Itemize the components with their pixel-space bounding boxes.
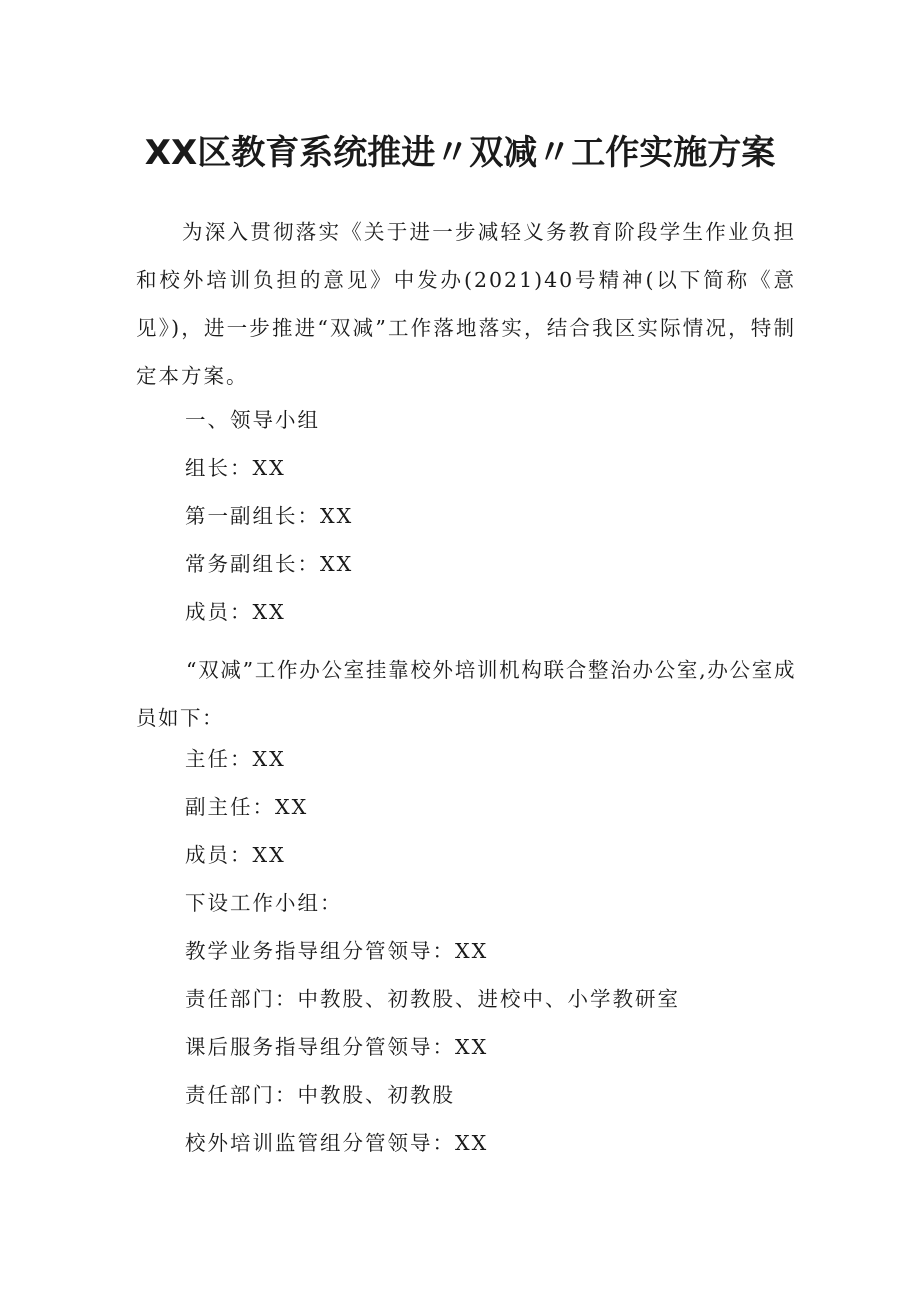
offcampus-group-leader-line: 校外培训监管组分管领导：XX — [185, 1131, 489, 1155]
teaching-group-departments-line: 责任部门：中教股、初教股、进校中、小学教研室 — [185, 987, 680, 1011]
section-heading-leadership-group: 一、领导小组 — [185, 408, 320, 432]
office-members-line: 成员：XX — [185, 843, 286, 867]
afterschool-group-leader-line: 课后服务指导组分管领导：XX — [185, 1035, 489, 1059]
document-title: XX区教育系统推进〃双减〃工作实施方案 — [144, 133, 776, 173]
office-director-line: 主任：XX — [185, 747, 286, 771]
first-deputy-leader-line: 第一副组长：XX — [185, 504, 354, 528]
afterschool-group-departments-line: 责任部门：中教股、初教股 — [185, 1083, 455, 1107]
office-paragraph: “双减”工作办公室挂靠校外培训机构联合整治办公室,办公室成员如下： — [136, 658, 796, 730]
intro-paragraph: 为深入贯彻落实《关于进一步减轻义务教育阶段学生作业负担和校外培训负担的意见》中发办(2021)40号精神(以下简称《意见》)，进一步推进“双减”工作落地落实，结合我区实际情况，特制定本方案。 — [136, 220, 796, 388]
teaching-group-leader-line: 教学业务指导组分管领导：XX — [185, 939, 489, 963]
subgroups-heading: 下设工作小组： — [185, 891, 343, 915]
executive-deputy-leader-line: 常务副组长：XX — [185, 552, 354, 576]
group-members-line: 成员：XX — [185, 600, 286, 624]
office-deputy-director-line: 副主任：XX — [185, 795, 309, 819]
group-leader-line: 组长：XX — [185, 456, 286, 480]
